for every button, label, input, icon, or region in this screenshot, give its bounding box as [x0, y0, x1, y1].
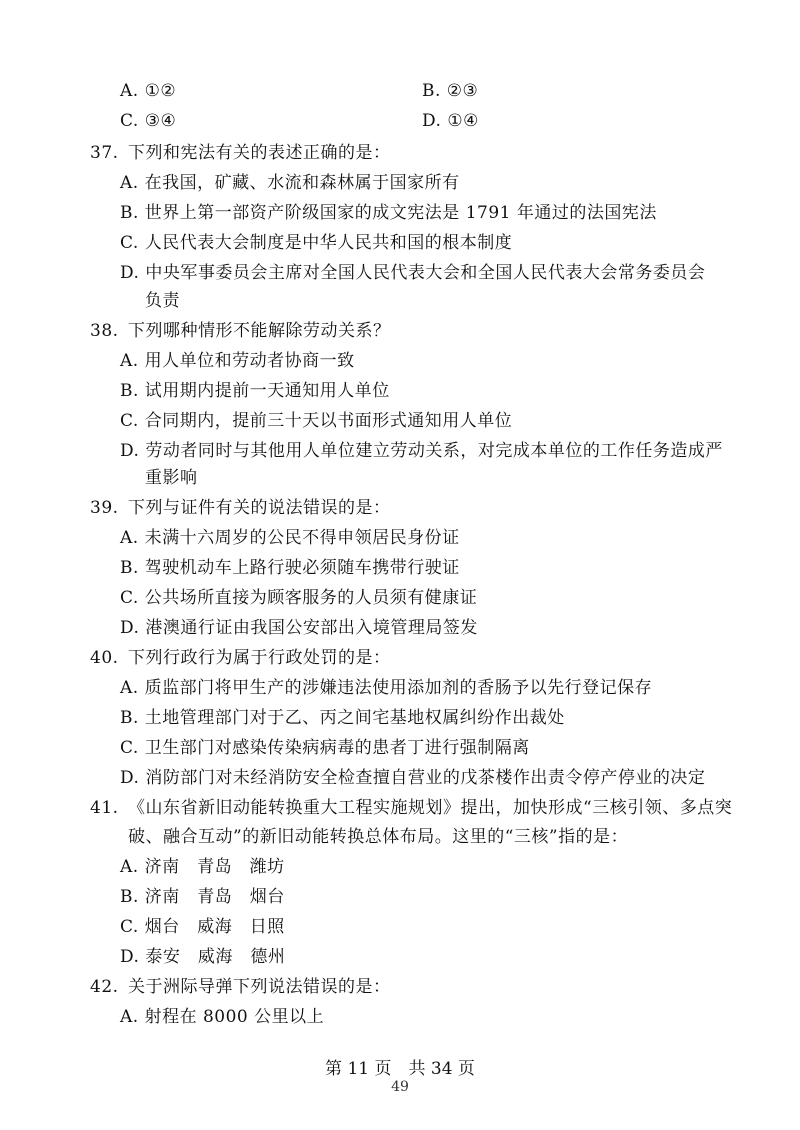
prev-option-c: C. ③④	[120, 111, 177, 131]
question-38-option-c: C. 合同期内，提前三十天以书面形式通知用人单位	[120, 411, 513, 431]
question-40-option-a: A. 质监部门将甲生产的涉嫌违法使用添加剂的香肠予以先行登记保存	[120, 678, 653, 698]
question-text: 下列行政行为属于行政处罚的是：	[128, 648, 391, 668]
question-number: 38.	[90, 321, 119, 341]
question-39-option-b: B. 驾驶机动车上路行驶必须随车携带行驶证	[120, 558, 460, 578]
question-37-option-c: C. 人民代表大会制度是中华人民共和国的根本制度	[120, 233, 513, 253]
question-41-option-a: A. 济南 青岛 潍坊	[120, 857, 285, 877]
question-number: 37.	[90, 143, 119, 163]
prev-option-a: A. ①②	[120, 81, 177, 101]
question-41-option-b: B. 济南 青岛 烟台	[120, 887, 285, 907]
question-38-option-a: A. 用人单位和劳动者协商一致	[120, 351, 355, 371]
question-text: 下列哪种情形不能解除劳动关系？	[128, 321, 391, 341]
question-38-option-d: D. 劳动者同时与其他用人单位建立劳动关系，对完成本单位的工作任务造成严	[120, 441, 723, 461]
question-40-option-c: C. 卫生部门对感染传染病病毒的患者丁进行强制隔离	[120, 738, 530, 758]
question-39-option-d: D. 港澳通行证由我国公安部出入境管理局签发	[120, 618, 478, 638]
question-number: 42.	[90, 977, 119, 997]
question-40-option-b: B. 土地管理部门对于乙、丙之间宅基地权属纠纷作出裁处	[120, 708, 565, 728]
question-text: 《山东省新旧动能转换重大工程实施规划》提出，加快形成“三核引领、多点突	[128, 798, 733, 818]
page-number: 49	[391, 1079, 409, 1095]
question-37-option-b: B. 世界上第一部资产阶级国家的成文宪法是 1791 年通过的法国宪法	[120, 203, 657, 223]
question-41-stem-cont: 破、融合互动”的新旧动能转换总体布局。这里的“三核”指的是：	[128, 827, 629, 847]
question-text: 下列和宪法有关的表述正确的是：	[128, 143, 391, 163]
question-42-option-a: A. 射程在 8000 公里以上	[120, 1007, 325, 1027]
question-39-option-a: A. 未满十六周岁的公民不得申领居民身份证	[120, 528, 460, 548]
question-37-option-a: A. 在我国，矿藏、水流和森林属于国家所有	[120, 173, 460, 193]
question-38-stem	[90, 320, 391, 342]
page-footer: 第 11 页 共 34 页	[325, 1059, 475, 1079]
question-40-stem	[90, 647, 391, 669]
question-41-stem	[90, 797, 732, 819]
question-39-option-c: C. 公共场所直接为顾客服务的人员须有健康证	[120, 588, 478, 608]
question-text: 关于洲际导弹下列说法错误的是：	[128, 977, 391, 997]
question-40-option-d: D. 消防部门对未经消防安全检查擅自营业的戊茶楼作出责令停产停业的决定	[120, 768, 706, 788]
question-42-stem	[90, 976, 391, 998]
question-38-option-d-cont: 重影响	[145, 468, 198, 488]
question-37-option-d: D. 中央军事委员会主席对全国人民代表大会和全国人民代表大会常务委员会	[120, 263, 706, 283]
question-number: 40.	[90, 648, 119, 668]
question-number: 41.	[90, 798, 119, 818]
question-38-option-b: B. 试用期内提前一天通知用人单位	[120, 381, 390, 401]
question-39-stem	[90, 497, 391, 519]
question-41-option-c: C. 烟台 威海 日照	[120, 917, 285, 937]
question-text: 下列与证件有关的说法错误的是：	[128, 498, 391, 518]
question-number: 39.	[90, 498, 119, 518]
question-37-stem	[90, 142, 391, 164]
question-41-option-d: D. 泰安 威海 德州	[120, 947, 286, 967]
prev-option-d: D. ①④	[422, 111, 479, 131]
prev-option-b: B. ②③	[422, 81, 479, 101]
question-37-option-d-cont: 负责	[145, 291, 180, 311]
